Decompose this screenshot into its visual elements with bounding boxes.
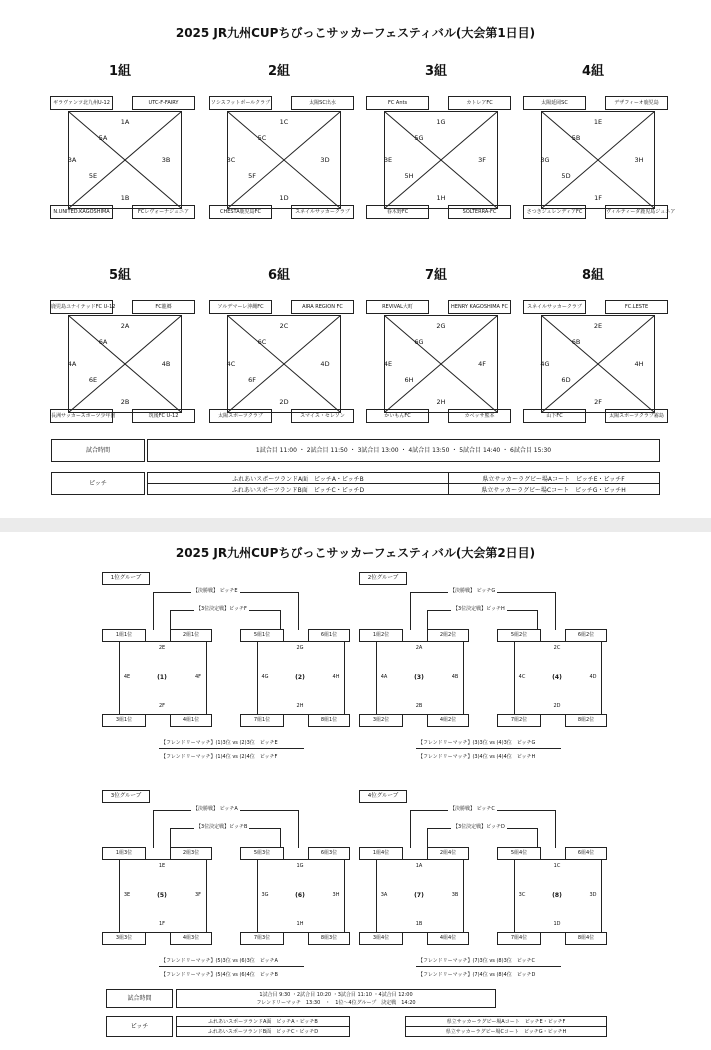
match-label-right: 4H	[634, 360, 644, 368]
match-top: 2A	[415, 645, 423, 651]
match-bottom: 1F	[158, 921, 166, 927]
final-label: 【決勝戦】 ピッチC	[450, 806, 495, 812]
match-right: 3F	[194, 892, 202, 898]
match-label-right: 3F	[478, 156, 486, 164]
match-top: 1A	[415, 863, 423, 869]
seed-box-right-tr: 6組1位	[308, 629, 350, 642]
match-left: 3G	[261, 892, 269, 898]
seed-box-right-tl: 5組2位	[497, 629, 541, 642]
team-box: 太陽スポーツクラブ霧島	[605, 409, 668, 423]
league-number: (7)	[414, 892, 424, 899]
match-top: 1E	[158, 863, 166, 869]
match-label-top: 1E	[593, 118, 603, 126]
placement-group-1	[102, 572, 352, 767]
seed-box-right-br: 8組3位	[308, 932, 350, 945]
day2-pitch-4: 県立サッカーラグビー場Cコート ピッチG・ピッチH	[445, 1029, 567, 1035]
match-label-top: 1A	[120, 118, 130, 126]
seed-box-right-tl: 5組3位	[240, 847, 284, 860]
match-label-diag-b: 5H	[404, 172, 414, 180]
match-label-left: 3E	[383, 156, 393, 164]
placement-group-title: 4位グループ	[359, 790, 407, 803]
match-label-diag-a: 5A	[98, 134, 108, 142]
friendly-match-note: 【フレンドリーマッチ】(3)3位 vs (4)3位 ピッチG	[418, 740, 536, 746]
team-box: スネイルサッカークラブ	[291, 205, 354, 219]
seed-box-right-bl: 7組4位	[497, 932, 541, 945]
match-label-bottom: 2F	[594, 398, 602, 406]
league-number: (1)	[157, 674, 167, 681]
group-3	[361, 60, 511, 235]
league-number: (6)	[295, 892, 305, 899]
match-bottom: 2H	[296, 703, 304, 709]
match-label-right: 4F	[478, 360, 486, 368]
day2-time-label: 試合時間	[106, 989, 173, 1008]
match-bottom: 2B	[415, 703, 423, 709]
third-place-bracket	[427, 828, 538, 848]
seed-box-left-tl: 1組4位	[359, 847, 403, 860]
day1-time-text: 1試合目 11:00 ・ 2試合目 11:50 ・ 3試合目 13:00 ・ 4試合目 13:50 ・ 5試合目 14:40 ・ 6試合目 15:30	[255, 447, 552, 454]
match-right: 4B	[451, 674, 459, 680]
placement-group-title: 2位グループ	[359, 572, 407, 585]
team-box: 長洲サッカースポーツ少年団	[50, 409, 113, 423]
day2-time-line2: フレンドリーマッチ 13:30 ・ 1位〜4位グループ 決定戦 14:20	[256, 1000, 416, 1006]
team-box: デザフィーオ鹿児島	[605, 96, 668, 110]
seed-box-left-br: 4組3位	[170, 932, 212, 945]
match-left: 4G	[261, 674, 269, 680]
team-box: 太陽延岡SC	[523, 96, 586, 110]
team-box: FC.LESTE	[605, 300, 668, 314]
seed-box-left-bl: 3組2位	[359, 714, 403, 727]
team-box: FC Ants	[366, 96, 429, 110]
seed-box-left-bl: 3組4位	[359, 932, 403, 945]
day2-pitch-3: 県立サッカーラグビー場Aコート ピッチE・ピッチF	[446, 1019, 566, 1025]
friendly-match-note: 【フレンドリーマッチ】(7)3位 vs (8)3位 ピッチC	[418, 958, 536, 964]
team-box: 鹿児島ユナイテッドFC U-12	[50, 300, 113, 314]
seed-box-left-tl: 1組1位	[102, 629, 146, 642]
group-4	[518, 60, 676, 235]
friendly-match-note: 【フレンドリーマッチ】(5)3位 vs (6)3位 ピッチA	[161, 958, 278, 964]
team-box: カベッサ熊本	[448, 409, 511, 423]
match-label-diag-a: 5B	[571, 134, 581, 142]
seed-box-right-br: 8組2位	[565, 714, 607, 727]
day1-pitch-3: 県立サッカーラグビー場Aコート ピッチE・ピッチF	[482, 476, 625, 483]
team-box: ソルデマーレ沖縄FC	[209, 300, 272, 314]
league-number: (2)	[295, 674, 305, 681]
team-box: スネイルサッカークラブ	[523, 300, 586, 314]
team-box: 山下FC	[523, 409, 586, 423]
league-number: (4)	[552, 674, 562, 681]
friendly-match-note: 【フレンドリーマッチ】(1)4位 vs (2)4位 ピッチF	[161, 754, 278, 760]
day2-pitch-right	[405, 1016, 607, 1037]
day1-pitch-label: ピッチ	[51, 472, 145, 495]
seed-box-right-br: 8組1位	[308, 714, 350, 727]
match-label-left: 3A	[67, 156, 77, 164]
match-top: 2C	[553, 645, 561, 651]
team-box: HENRY KAGOSHIMA FC	[448, 300, 511, 314]
match-label-diag-b: 6E	[88, 376, 98, 384]
match-label-diag-a: 5C	[257, 134, 267, 142]
group-7	[361, 264, 511, 439]
match-label-top: 2G	[436, 322, 446, 330]
match-label-left: 4C	[226, 360, 236, 368]
match-label-bottom: 2H	[436, 398, 446, 406]
group-title: 3組	[424, 64, 448, 79]
match-left: 3C	[518, 892, 526, 898]
match-label-diag-b: 5F	[248, 172, 256, 180]
group-title: 5組	[108, 268, 132, 283]
match-label-left: 4E	[383, 360, 393, 368]
group-6	[204, 264, 354, 439]
final-label: 【決勝戦】 ピッチE	[193, 588, 238, 594]
group-8	[518, 264, 668, 439]
match-label-top: 1C	[279, 118, 289, 126]
team-box: カトレアFC	[448, 96, 511, 110]
group-title: 8組	[581, 268, 605, 283]
day2-pitch-1: ふれあいスポーツランドA面 ピッチA・ピッチB	[208, 1019, 318, 1025]
third-place-label: 【3位決定戦】ピッチD	[453, 824, 505, 830]
placement-group-4	[359, 790, 609, 985]
match-label-bottom: 1F	[594, 194, 602, 202]
match-left: 4E	[123, 674, 131, 680]
match-left: 3A	[380, 892, 388, 898]
match-right: 4D	[589, 674, 597, 680]
match-right: 3D	[589, 892, 597, 898]
day2-title: 2025 JR九州CUPちびっこサッカーフェスティバル(大会第2日目)	[175, 546, 536, 560]
seed-box-left-bl: 3組1位	[102, 714, 146, 727]
day2-time-line1: 1試合目 9:30 ・2試合目 10:20 ・3試合目 11:10 ・4試合目 12:00	[259, 992, 413, 998]
match-bottom: 1B	[415, 921, 423, 927]
match-top: 1G	[296, 863, 304, 869]
friendly-match-note: 【フレンドリーマッチ】(5)4位 vs (6)4位 ピッチB	[161, 972, 278, 978]
seed-box-left-tl: 1組2位	[359, 629, 403, 642]
team-box: FC龍郷	[132, 300, 195, 314]
seed-box-left-br: 4組4位	[427, 932, 469, 945]
seed-box-left-bl: 3組3位	[102, 932, 146, 945]
seed-box-left-tr: 2組3位	[170, 847, 212, 860]
match-label-right: 4D	[320, 360, 330, 368]
match-left: 4C	[518, 674, 526, 680]
team-box: スマイス・セレソン	[291, 409, 354, 423]
friendly-match-note: 【フレンドリーマッチ】(7)4位 vs (8)4位 ピッチD	[418, 972, 536, 978]
day1-pitch-4: 県立サッカーラグビー場Cコート ピッチG・ピッチH	[481, 487, 626, 494]
day2-pitch-label: ピッチ	[106, 1016, 173, 1037]
seed-box-right-br: 8組4位	[565, 932, 607, 945]
match-label-left: 3G	[540, 156, 550, 164]
match-left: 4A	[380, 674, 388, 680]
match-right: 3B	[451, 892, 459, 898]
match-label-bottom: 2B	[120, 398, 130, 406]
match-label-diag-b: 6H	[404, 376, 414, 384]
day1-pitch-2: ふれあいスポーツランドB面 ピッチC・ピッチD	[231, 487, 365, 494]
friendly-match-note: 【フレンドリーマッチ】(1)3位 vs (2)3位 ピッチE	[161, 740, 278, 746]
match-label-left: 4G	[540, 360, 550, 368]
placement-group-2	[359, 572, 609, 767]
third-place-label: 【3位決定戦】ピッチB	[196, 824, 248, 830]
match-top: 1C	[553, 863, 561, 869]
match-label-diag-a: 6G	[414, 338, 424, 346]
final-label: 【決勝戦】 ピッチG	[450, 588, 496, 594]
match-bottom: 1H	[296, 921, 304, 927]
match-label-bottom: 1H	[436, 194, 446, 202]
match-left: 3E	[123, 892, 131, 898]
note-divider	[416, 748, 561, 749]
day2-sheet	[0, 532, 711, 1050]
friendly-match-note: 【フレンドリーマッチ】(3)4位 vs (4)4位 ピッチH	[418, 754, 536, 760]
day2-pitch-left	[176, 1016, 350, 1037]
note-divider	[159, 966, 304, 967]
seed-box-right-tr: 6組4位	[565, 847, 607, 860]
day2-pitch-2: ふれあいスポーツランドB面 ピッチC・ピッチD	[207, 1029, 319, 1035]
group-title: 4組	[581, 64, 605, 79]
league-number: (5)	[157, 892, 167, 899]
league-number: (3)	[414, 674, 424, 681]
day1-time-strip	[147, 439, 660, 462]
placement-group-title: 1位グループ	[102, 572, 150, 585]
seed-box-right-tl: 5組4位	[497, 847, 541, 860]
match-label-diag-b: 6F	[248, 376, 256, 384]
day2-time-strip	[176, 989, 496, 1008]
seed-box-left-tr: 2組1位	[170, 629, 212, 642]
third-place-bracket	[170, 610, 281, 630]
third-place-bracket	[427, 610, 538, 630]
match-top: 2G	[296, 645, 304, 651]
day1-sheet	[0, 0, 711, 518]
match-label-top: 2E	[593, 322, 603, 330]
day1-title: 2025 JR九州CUPちびっこサッカーフェスティバル(大会第1日目)	[175, 26, 536, 40]
team-box: AIRA REGION FC	[291, 300, 354, 314]
note-divider	[416, 966, 561, 967]
seed-box-left-tr: 2組2位	[427, 629, 469, 642]
match-label-right: 3H	[634, 156, 644, 164]
match-right: 4F	[194, 674, 202, 680]
team-box: SOLTERRA-FC	[448, 205, 511, 219]
match-label-right: 3B	[161, 156, 171, 164]
match-label-bottom: 2D	[279, 398, 289, 406]
placement-group-3	[102, 790, 352, 985]
group-1	[45, 60, 195, 235]
seed-box-right-bl: 7組3位	[240, 932, 284, 945]
team-box: REVIVAL大町	[366, 300, 429, 314]
seed-box-right-bl: 7組2位	[497, 714, 541, 727]
seed-box-right-tr: 6組2位	[565, 629, 607, 642]
team-box: さつきジュレンディアFC	[523, 205, 586, 219]
seed-box-right-bl: 7組1位	[240, 714, 284, 727]
match-right: 4H	[332, 674, 340, 680]
team-box: ソシスフットボールクラブ	[209, 96, 272, 110]
match-bottom: 2F	[158, 703, 166, 709]
third-place-label: 【3位決定戦】ピッチH	[453, 606, 505, 612]
team-box: 太陽SC出水	[291, 96, 354, 110]
match-label-diag-b: 5D	[561, 172, 571, 180]
group-title: 1組	[108, 64, 132, 79]
third-place-label: 【3位決定戦】ピッチF	[196, 606, 247, 612]
final-label: 【決勝戦】 ピッチA	[193, 806, 238, 812]
match-label-top: 1G	[436, 118, 446, 126]
team-box: 筑後FC U-12	[132, 409, 195, 423]
group-5	[45, 264, 195, 439]
match-label-diag-a: 6B	[571, 338, 581, 346]
seed-box-left-br: 4組1位	[170, 714, 212, 727]
team-box: ヴィルティーダ鹿児島ジュニア	[605, 205, 668, 219]
team-box: かいもんFC	[366, 409, 429, 423]
group-title: 6組	[267, 268, 291, 283]
match-label-bottom: 1B	[120, 194, 130, 202]
match-label-bottom: 1D	[279, 194, 289, 202]
seed-box-right-tr: 6組3位	[308, 847, 350, 860]
match-label-top: 2A	[120, 322, 130, 330]
match-label-left: 4A	[67, 360, 77, 368]
team-box: N.UNITED.KAGOSHIMA	[50, 205, 113, 219]
seed-box-left-br: 4組2位	[427, 714, 469, 727]
match-bottom: 2D	[553, 703, 561, 709]
note-divider	[159, 748, 304, 749]
match-label-diag-b: 6D	[561, 376, 571, 384]
match-label-diag-a: 5G	[414, 134, 424, 142]
group-title: 7組	[424, 268, 448, 283]
team-box: ギラヴァンツ北九州U-12	[50, 96, 113, 110]
group-2	[204, 60, 354, 235]
seed-box-left-tr: 2組4位	[427, 847, 469, 860]
match-label-diag-a: 6A	[98, 338, 108, 346]
team-box: FCレヴォーナジュニア	[132, 205, 195, 219]
match-right: 3H	[332, 892, 340, 898]
match-label-diag-b: 5E	[88, 172, 98, 180]
day1-time-label: 試合時間	[51, 439, 145, 462]
match-label-right: 4B	[161, 360, 171, 368]
team-box: 春木野FC	[366, 205, 429, 219]
seed-box-left-tl: 1組3位	[102, 847, 146, 860]
match-label-right: 3D	[320, 156, 330, 164]
third-place-bracket	[170, 828, 281, 848]
match-label-left: 3C	[226, 156, 236, 164]
match-label-top: 2C	[279, 322, 289, 330]
seed-box-right-tl: 5組1位	[240, 629, 284, 642]
match-bottom: 1D	[553, 921, 561, 927]
team-box: CHESTA鹿児島FC	[209, 205, 272, 219]
placement-group-title: 3位グループ	[102, 790, 150, 803]
team-box: 太陽スポーツクラブ	[209, 409, 272, 423]
match-top: 2E	[158, 645, 166, 651]
day1-pitch-1: ふれあいスポーツランドA面 ピッチA・ピッチB	[232, 476, 364, 483]
match-label-diag-a: 6C	[257, 338, 267, 346]
team-box: UTC-F-FAIRY	[132, 96, 195, 110]
day1-pitch-strip	[147, 472, 660, 495]
group-title: 2組	[267, 64, 291, 79]
league-number: (8)	[552, 892, 562, 899]
